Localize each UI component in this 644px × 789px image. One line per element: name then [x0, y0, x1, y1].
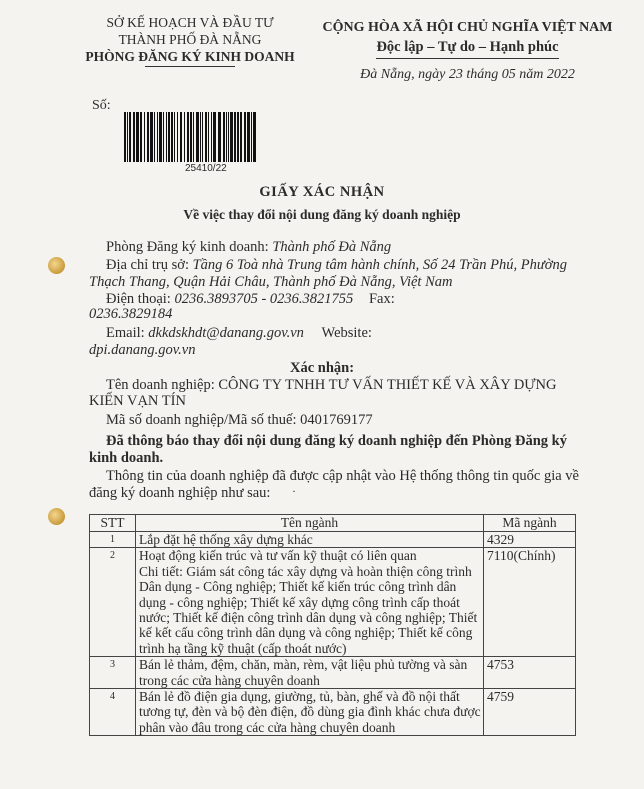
row-name-line: Dân dụng - Công nghiệp; Thiết kế kiến trúc công trình dân	[139, 579, 457, 595]
notice-line-2: kinh doanh.	[89, 450, 164, 466]
tax-label: Mã số doanh nghiệp/Mã số thuế:	[106, 412, 301, 428]
email-value: dkkdskhdt@danang.gov.vn	[148, 325, 304, 341]
issuer-line-3: PHÒNG ĐĂNG KÝ KINH DOANH	[85, 49, 295, 64]
tax-line	[106, 412, 373, 429]
office-line	[106, 239, 391, 256]
row-name-line: dụng - công nghiệp; Thiết kế xây dựng công trình cấp thoát	[139, 594, 460, 610]
website-value: dpi.danang.gov.vn	[89, 342, 196, 358]
row-name-line: Chi tiết: Giám sát công tác xây dựng và hoàn thiện công trình	[139, 563, 472, 579]
row-name-line: Bán lẻ thảm, đệm, chăn, màn, rèm, vật liệu phủ tường và sàn	[139, 657, 468, 673]
fax-value: 0236.3829184	[89, 306, 173, 322]
table-header-row	[90, 515, 576, 532]
business-lines-table	[89, 514, 576, 736]
address-value-2: Thạch Thang, Quận Hải Châu, Thành phố Đà Nẵng, Việt Nam	[89, 274, 453, 290]
table-row	[90, 657, 576, 689]
row-name-line: nước; Thiết kế điện công trình dân dụng và công nghiệp; Thiết	[139, 610, 478, 626]
issue-date: Đà Nẵng, ngày 23 tháng 05 năm 2022	[360, 67, 575, 82]
table-row	[90, 548, 576, 657]
row-name	[136, 532, 484, 548]
row-name	[136, 689, 484, 736]
issuer-underline	[145, 66, 235, 67]
punch-hole-top	[48, 257, 65, 274]
row-code: 7110(Chính)	[484, 548, 576, 657]
row-code: 4759	[484, 689, 576, 736]
barcode	[124, 112, 257, 162]
address-line-1	[106, 257, 567, 274]
row-name-line: Bán lẻ đồ điện gia dụng, giường, tủ, bàn, ghế và đồ nội thất	[139, 689, 460, 705]
punch-hole-bottom	[48, 508, 65, 525]
row-name-line: trong các cửa hàng chuyên doanh	[139, 672, 320, 688]
email-line	[106, 325, 372, 342]
document-title: GIẤY XÁC NHẬN	[259, 184, 385, 200]
confirm-heading: Xác nhận:	[289, 360, 355, 376]
fax-label: Fax:	[368, 291, 395, 307]
row-stt: 4	[90, 689, 136, 736]
company-name-line	[106, 377, 557, 394]
info-line-1: Thông tin của doanh nghiệp đã được cập nhật vào Hệ thống thông tin quốc gia về	[106, 468, 579, 484]
table-row	[90, 532, 576, 548]
table-row	[90, 689, 576, 736]
row-code: 4753	[484, 657, 576, 689]
issuer-line-2: THÀNH PHỐ ĐÀ NẴNG	[118, 32, 262, 47]
notice-line-1: Đã thông báo thay đổi nội dung đăng ký doanh nghiệp đến Phòng Đăng ký	[106, 433, 567, 449]
row-name-line: Hoạt động kiến trúc và tư vấn kỹ thuật có liên quan	[139, 548, 417, 564]
header-name: Tên ngành	[136, 515, 484, 532]
row-name-line: trình hạ tầng kỹ thuật (cấp thoát nước)	[139, 640, 347, 656]
office-value: Thành phố Đà Nẵng	[272, 239, 392, 255]
row-stt: 1	[90, 532, 136, 548]
company-name-label: Tên doanh nghiệp:	[106, 377, 219, 393]
row-code: 4329	[484, 532, 576, 548]
office-label: Phòng Đăng ký kinh doanh:	[106, 239, 273, 255]
document-subtitle: Về việc thay đổi nội dung đăng ký doanh nghiệp	[183, 207, 461, 222]
national-header	[315, 18, 620, 84]
phone-label: Điện thoại:	[106, 291, 175, 307]
row-name-line: Lắp đặt hệ thống xây dựng khác	[139, 532, 313, 547]
row-stt: 2	[90, 548, 136, 657]
row-name-line: phân vào đâu trong các cửa hàng chuyên doanh	[139, 719, 396, 735]
barcode-number: 25410/22	[185, 163, 227, 174]
row-name	[136, 657, 484, 689]
row-name	[136, 548, 484, 657]
stray-mark: ·	[292, 484, 296, 498]
national-title: CỘNG HÒA XÃ HỘI CHỦ NGHĨA VIỆT NAM	[322, 20, 613, 35]
header-code: Mã ngành	[484, 515, 576, 532]
company-name-value-2: KIẾN VẠN TÍN	[89, 393, 186, 409]
document-number-label: Số:	[92, 98, 111, 113]
national-motto: Độc lập – Tự do – Hạnh phúc	[376, 38, 558, 59]
email-label: Email:	[106, 325, 149, 341]
phone-value: 0236.3893705 - 0236.3821755	[174, 291, 354, 307]
header-stt: STT	[90, 515, 136, 532]
issuer-header	[70, 14, 310, 67]
row-stt: 3	[90, 657, 136, 689]
address-value-1: Tầng 6 Toà nhà Trung tâm hành chính, Số 24 Trần Phú, Phường	[192, 257, 568, 273]
info-line-2: đăng ký doanh nghiệp như sau:	[89, 485, 271, 501]
issuer-line-1: SỞ KẾ HOẠCH VÀ ĐẦU TƯ	[106, 15, 274, 30]
address-label: Địa chỉ trụ sở:	[106, 257, 193, 273]
company-name-value-1: CÔNG TY TNHH TƯ VẤN THIẾT KẾ VÀ XÂY DỰNG	[218, 377, 557, 393]
row-name-line: tương tự, đèn và bộ đèn điện, đồ dùng gia đình khác chưa được	[139, 704, 481, 720]
website-label: Website:	[321, 325, 372, 341]
tax-value: 0401769177	[300, 412, 373, 428]
row-name-line: kế kết cấu công trình dân dụng và công nghiệp; Thiết kế công	[139, 625, 473, 641]
